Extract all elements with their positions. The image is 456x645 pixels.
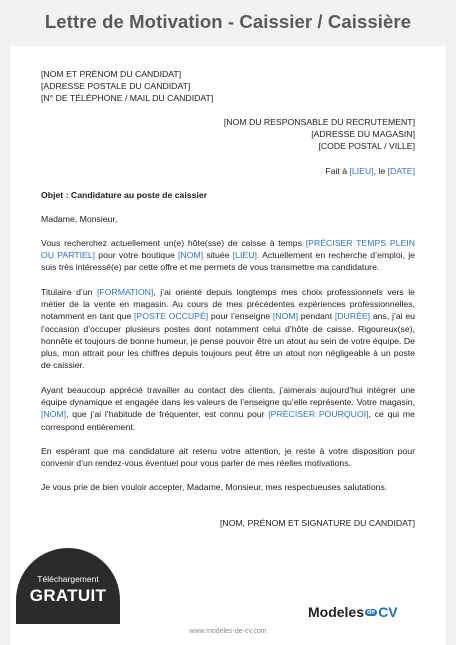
website-url: www.modeles-de-cv.com <box>189 628 267 635</box>
placeholder-position: [POSTE OCCUPÉ] <box>134 311 209 322</box>
signature: [NOM, PRÉNOM ET SIGNATURE DU CANDIDAT] <box>220 518 415 528</box>
text: , que j’ai l’habitude de fréquenter, est connu pour <box>66 409 269 420</box>
date-line <box>210 165 415 177</box>
paragraph-2 <box>41 286 415 371</box>
recipient-name: [NOM DU RESPONSABLE DU RECRUTEMENT] <box>223 117 415 127</box>
paragraph-1 <box>41 237 415 274</box>
placeholder-duration: [DURÉE] <box>334 311 371 322</box>
paragraph-5: Je vous prie de bien vouloir accepter, Madame, Monsieur, mes respectueuses salutations. <box>41 482 388 492</box>
logo-bubble: de <box>367 609 376 616</box>
recipient-block <box>130 116 415 152</box>
text: . Actuellement en recherche d’emploi, je suis très intéressé(e) par cette offre et me permets de vous transmettre ma candidature. <box>41 250 416 273</box>
logo-cv: CV <box>378 604 398 620</box>
date-middle: , le <box>373 166 388 176</box>
date-place: [LIEU] <box>349 166 374 176</box>
text: pour l’enseigne <box>208 311 273 322</box>
placeholder-reason: [PRÉCISER POURQUOI] <box>268 409 369 420</box>
date-prefix: Fait à <box>325 166 350 176</box>
text: Titulaire d’un <box>41 287 98 297</box>
text: pour votre boutique <box>95 250 179 261</box>
text: pendant <box>298 311 335 322</box>
sender-block <box>41 68 341 104</box>
brand-logo <box>308 604 398 620</box>
badge-line-1: Téléchargement <box>37 574 99 584</box>
subject-line: Objet : Candidature au poste de caissier <box>41 190 208 200</box>
placeholder-store-name: [NOM] <box>178 250 204 261</box>
placeholder-contract-type: [PRÉCISER TEMPS PLEIN OU PARTIEL] <box>41 238 415 261</box>
paragraph-4: En espérant que ma candidature ait retenu votre attention, je reste à votre disposition pour convenir d’un rendez-vous éventuel pour vous parler de mes réelles motivations. <box>41 446 415 469</box>
salutation: Madame, Monsieur, <box>41 214 118 224</box>
page-header <box>0 0 456 46</box>
paragraph-3 <box>41 384 415 433</box>
sender-name: [NOM ET PRÉNOM DU CANDIDAT] <box>41 69 182 79</box>
recipient-city: [CODE POSTAL / VILLE] <box>318 141 415 151</box>
placeholder-place: [LIEU] <box>232 250 257 261</box>
placeholder-store: [NOM] <box>41 409 67 420</box>
text: ans, j’ai eu l’occasion d’occuper plusieurs postes dont notamment celui d’hôte de caisse. Rigoureux(se), honnête et toujours de bonne humeur, je pense pouvoir être un atout au sein de votre équipe. De plus, mon attrait pour les chiffres depuis toujours peut être un atout non négligeable à un poste de caissier. <box>41 311 415 371</box>
page-title: Lettre de Motivation - Caissier / Caissière <box>44 11 412 32</box>
logo-text: Modeles <box>308 604 365 620</box>
date-value: [DATE] <box>387 166 415 176</box>
placeholder-formation: [FORMATION] <box>97 287 154 297</box>
text: située <box>203 250 233 261</box>
text: Ayant beaucoup apprécié travailler au contact des clients, j’aimerais aujourd’hui intégrer une équipe dynamique et engagée dans les valeurs de l’enseigne qu’elle représente. Votre magasin, <box>41 385 415 408</box>
placeholder-brand: [NOM] <box>272 311 298 322</box>
text: , j’ai orienté depuis longtemps mes choix professionnels vers le métier de la vente en magasin. Au cours de mes précédentes expériences professionnelles, notamment en tant que <box>41 287 416 322</box>
sender-contact: [N° DE TÉLÉPHONE / MAIL DU CANDIDAT] <box>41 93 214 103</box>
badge-line-2: GRATUIT <box>29 586 107 605</box>
recipient-address: [ADRESSE DU MAGASIN] <box>311 129 415 139</box>
sender-address: [ADRESSE POSTALE DU CANDIDAT] <box>41 81 191 91</box>
text: , ce qui me correspond entièrement. <box>41 409 415 432</box>
text: Vous recherchez actuellement un(e) hôte(sse) de caisse à temps <box>41 238 306 248</box>
